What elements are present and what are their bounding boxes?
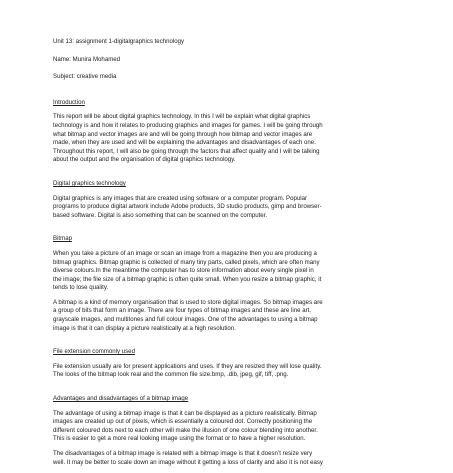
subject-line: Subject: creative media xyxy=(53,73,117,81)
text-line: technology is and how it relates to producing graphics and images for games. I will be going through xyxy=(53,121,323,129)
paragraph xyxy=(53,299,405,333)
text-line: File extension usually are for present applications and uses. If they are resized they will lose quality. xyxy=(53,362,322,370)
paragraph xyxy=(53,250,405,293)
text-line: grayscale images, and multitones and full colour images. One of the advantages to using a bitmap xyxy=(53,316,318,324)
text-line: The advantage of using a bitmap image is that it can be displayed as a picture realistically. Bitmap xyxy=(53,409,317,417)
text-line: programs to produce digital artwork include Adobe products, 3D studio products, gimp and browser- xyxy=(53,203,322,211)
section-heading: File extension commonly used xyxy=(53,348,135,356)
text-line: diverse colours.In the meantime the computer has to store information about every single pixel in xyxy=(53,267,314,275)
section-heading: Advantages and disadvantages of a bitmap image xyxy=(53,395,189,403)
text-line: the image; the file size of a bitmap graphic is often quite small. When you resize a bitmap graphic, it xyxy=(53,275,322,283)
text-line: Throughout this report, I will also be going through the factors that affect quality and I will be talking xyxy=(53,147,320,155)
text-line: This is easier to get a more real looking image using the format or to have a higher resolution. xyxy=(53,435,306,443)
text-line: what bitmap and vector images are and will be going through how bitmap and vector images are xyxy=(53,130,313,138)
paragraph xyxy=(53,363,405,380)
text-line: When you take a picture of an image or scan an image from a magazine then you are producing a xyxy=(53,249,317,257)
text-line: tends to lose quality. xyxy=(53,284,109,292)
text-line: The looks of the bitmap look real and the common file size.bmp, .dib, jpeg, gif, tiff, .png. xyxy=(53,371,289,379)
text-line: bitmap graphics. Bitmap graphic is collected of many tiny parts, called pixels, which are often many xyxy=(53,258,320,266)
paragraph xyxy=(53,113,405,165)
text-line: made, when they are used and will be explaining the advantages and disadvantages of each one. xyxy=(53,139,316,147)
text-line: well. It may be better to scale down an image without it getting a loss of clarity and also it is not easy xyxy=(53,458,323,466)
text-line: The disadvantages of a bitmap image is related with a bitmap image is that it doesn’t resize very xyxy=(53,450,313,457)
section-heading: Digital graphics technology xyxy=(53,179,126,187)
text-line: based software. Digital is also something that can be scanned on the computer. xyxy=(53,211,268,219)
paragraph xyxy=(53,195,405,221)
text-line: A bitmap is a kind of memory organisation that is used to store digital images. So bitmap images are xyxy=(53,298,323,306)
text-line: image is that it can display a picture realistically at a high resolution. xyxy=(53,324,236,332)
section-heading: Bitmap xyxy=(53,235,72,243)
document-body xyxy=(53,99,405,467)
paragraph xyxy=(53,410,405,444)
text-line: This report will be about digital graphics technology. In this I will be explain what digital graphics xyxy=(53,113,311,121)
section-heading: Introduction xyxy=(53,98,85,106)
text-line: images are created up out of pixels, which is essentially a coloured dot. Correctly positioning the xyxy=(53,418,313,426)
text-line: a group of bits that form an image. There are four types of bitmap images and these are line art, xyxy=(53,307,311,315)
text-line: different coloured dots next to each other will make the illusion of one colour blending into another. xyxy=(53,426,318,434)
unit-title: Unit 13: assignment 1-digitalgraphics technology xyxy=(53,38,185,45)
text-line: about the output and the organisation of digital graphics technology. xyxy=(53,156,236,164)
document-page xyxy=(53,38,405,473)
student-name: Name: Munira Mohamed xyxy=(53,55,121,63)
text-line: Digital graphics is any images that are created using software or a computer program. Popular xyxy=(53,194,308,202)
